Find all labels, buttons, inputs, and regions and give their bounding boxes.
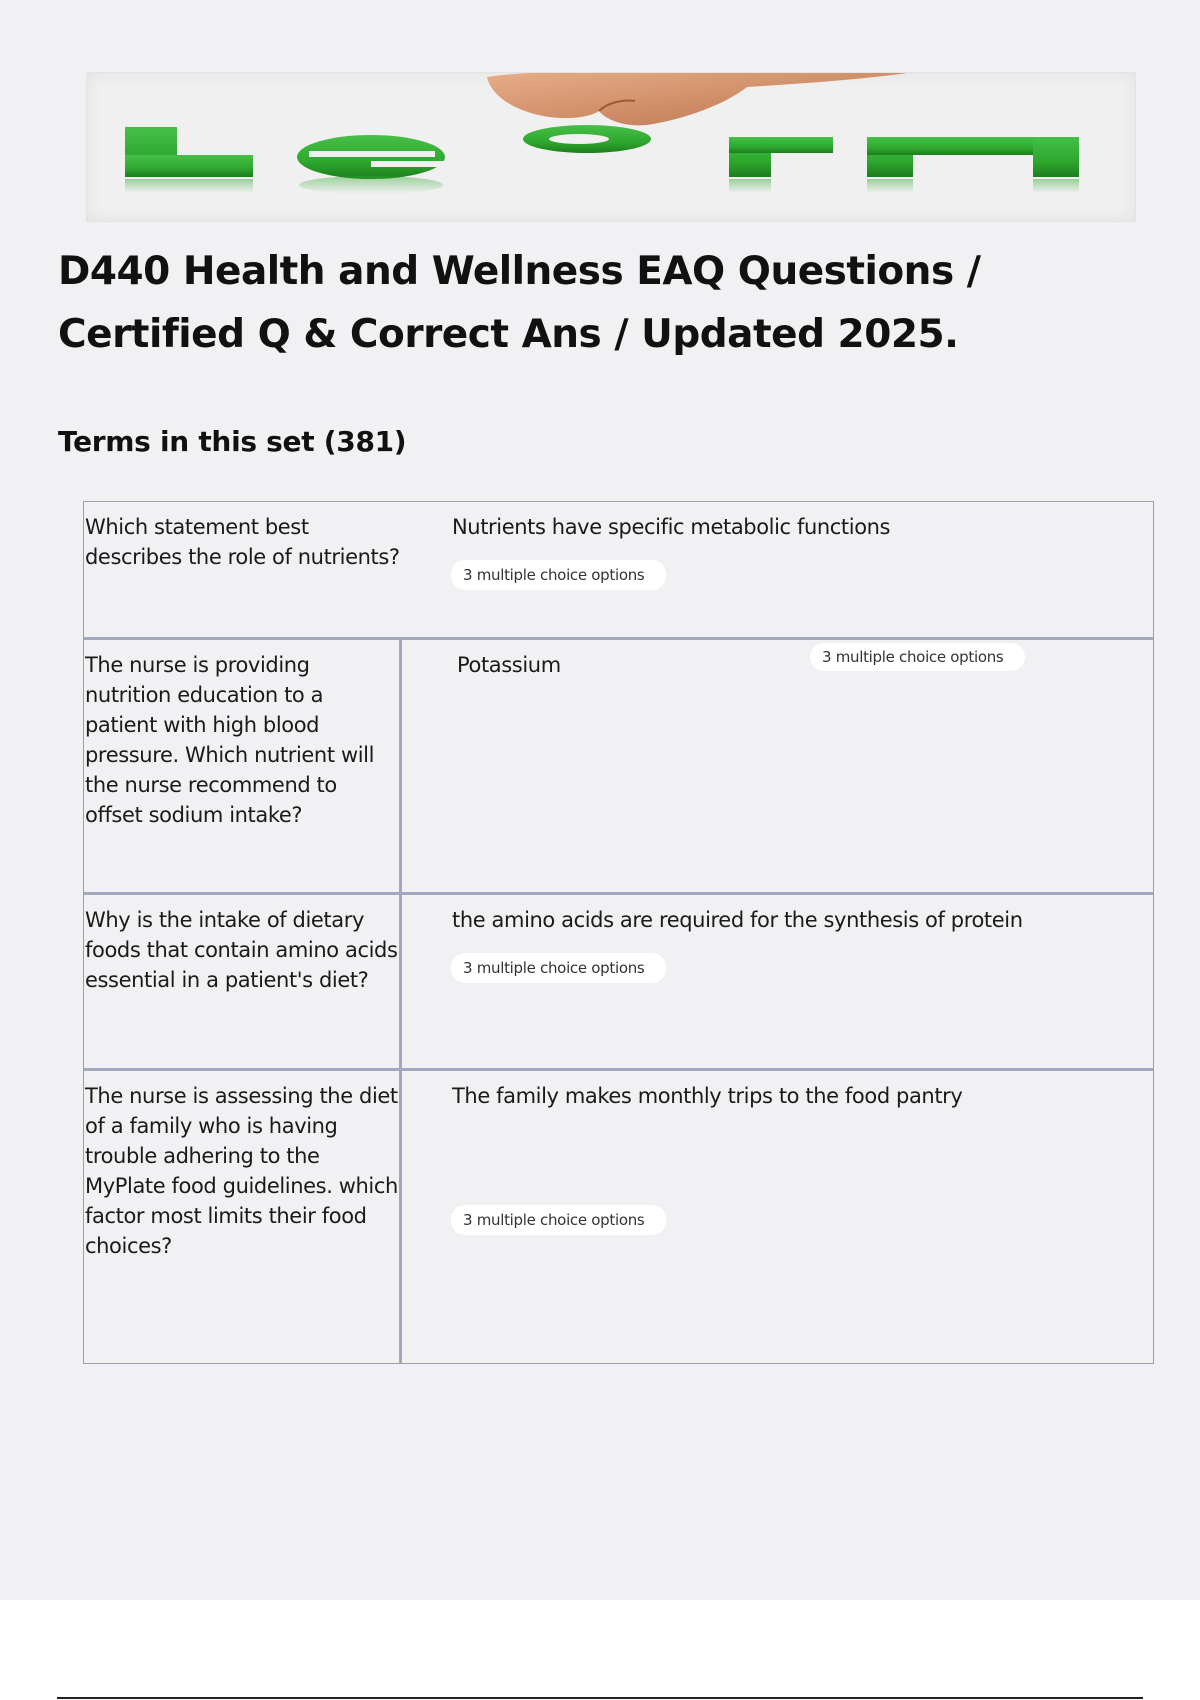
learn-banner-image xyxy=(86,72,1136,222)
terms-table xyxy=(83,501,1154,1364)
term-answer: the amino acids are required for the synthesis of protein xyxy=(452,908,1023,932)
term-question: Which statement best describes the role of nutrients? xyxy=(85,515,400,569)
multiple-choice-options-button[interactable]: 3 multiple choice options xyxy=(810,643,1025,671)
term-row xyxy=(84,637,1153,892)
term-answer: Potassium xyxy=(457,653,561,677)
term-answer: The family makes monthly trips to the food pantry xyxy=(452,1084,963,1108)
term-question: The nurse is providing nutrition education to a patient with high blood pressure. Which nutrient will the nurse recommend to offset sodium intake? xyxy=(84,640,402,892)
term-row xyxy=(84,1068,1153,1363)
term-row xyxy=(84,502,1153,637)
footer-divider xyxy=(57,1697,1143,1699)
term-row xyxy=(84,892,1153,1068)
term-answer: Nutrients have specific metabolic functions xyxy=(452,515,891,539)
learn-logo-graphic xyxy=(87,73,1135,221)
term-question: Why is the intake of dietary foods that contain amino acids essential in a patient's diet? xyxy=(84,895,402,1068)
multiple-choice-options-button[interactable]: 3 multiple choice options xyxy=(451,560,666,590)
term-question: The nurse is assessing the diet of a family who is having trouble adhering to the MyPlate food guidelines. which factor most limits their food choices? xyxy=(84,1071,402,1363)
document-title: D440 Health and Wellness EAQ Questions / Certified Q & Correct Ans / Updated 2025. xyxy=(58,249,981,357)
multiple-choice-options-button[interactable]: 3 multiple choice options xyxy=(451,953,666,983)
terms-count-heading: Terms in this set (381) xyxy=(58,425,407,458)
multiple-choice-options-button[interactable]: 3 multiple choice options xyxy=(451,1205,666,1235)
